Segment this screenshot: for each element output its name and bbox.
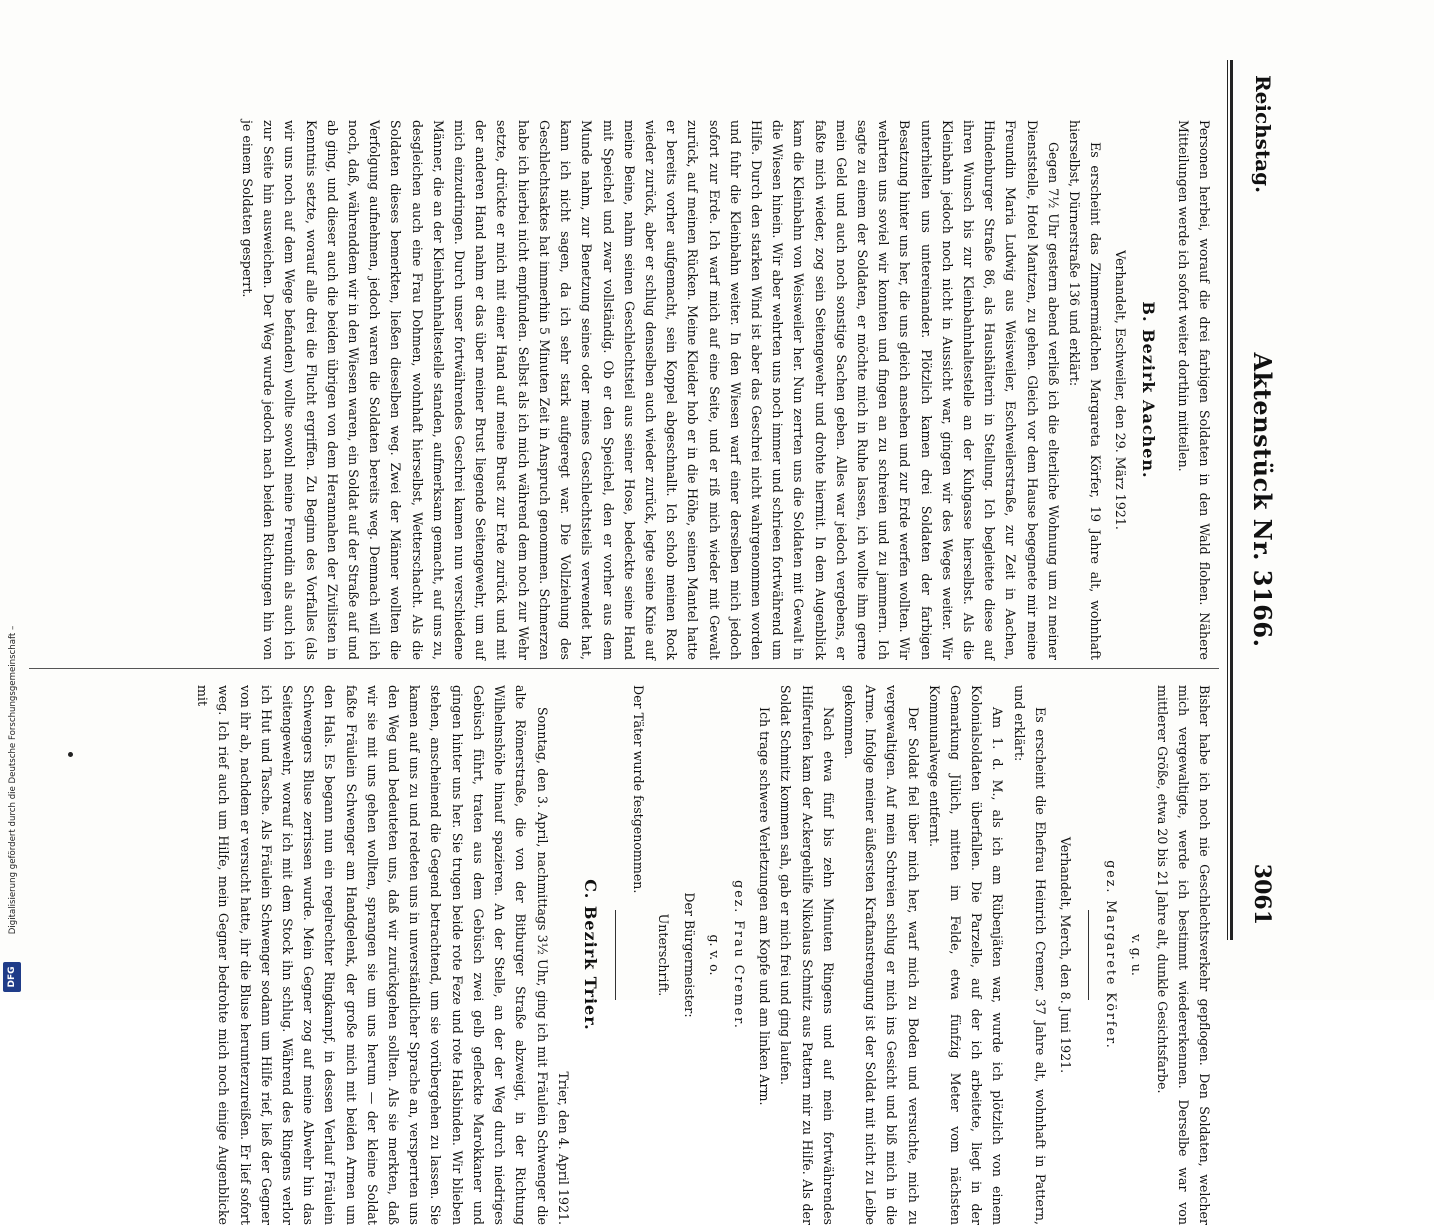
dfg-logo	[3, 962, 21, 992]
note: Der Täter wurde festgenommen.	[631, 685, 647, 894]
paragraph: Ich trage schwere Verletzungen am Kopfe und am linken Arm.	[757, 707, 773, 1106]
paragraph: Sonntag, den 3. April, nachmittags 3½ Uhr, ging ich mit Fräulein Schwenger die alte Römerstraße, die von der Bitburger Straße abzweigt, in der Richtung Wilhelmshöhe hinauf spazieren. An der Stelle, an der der Weg durch niedriges Gebüsch führt, traten aus dem Gebüsch zwei gelb gefleckte Marokkaner und gingen hinter uns her. Sie trugen beide rote Feze und rote Halsbinden. Wir blieben stehen, anscheinend die Gegend betrachtend, um sie vorübergehen zu lassen. Sie kamen auf uns zu und redeten uns in unverständlicher Sprache an, versperrten uns den Weg und bedeuteten uns, daß wir zurückgehen sollten. Als sie merkten, daß wir sie mit uns gehen wollten, sprangen sie um uns herum — der kleine Soldat faßte Fräulein Schwenger am Handgelenk, der große mich mit beiden Armen um den Hals. Es begann nun ein regelrechter Ringkampf, in dessen Verlauf Fräulein Schwengers Bluse zerrissen wurde. Mein Gegner zog auf meine Abwehr hin das Seitengewehr, worauf ich mit dem Stock ihn schlug. Während des Ringens verlor ich Hut und Tasche. Als Fräulein Schwenger sodann um Hilfe rief, ließ der Gegner von ihr ab, nachdem er versucht hatte, ihr die Bluse herunterzureißen. Er lief sofort weg. Ich rief auch um Hilfe, mein Gegner bedrohte mich noch einige Augenblicke mit	[195, 685, 550, 1225]
dateline: Verhandelt, Eschweiler, den 29. März 1921.	[1113, 250, 1129, 530]
separator	[1088, 910, 1089, 1000]
header-rule	[1230, 60, 1233, 940]
signoff: v. g. u.	[1129, 934, 1145, 976]
left-column	[237, 120, 1215, 660]
separator	[615, 910, 616, 1000]
paragraph: Gegen 7½ Uhr gestern abend verließ ich die elterliche Wohnung um zu meiner Dienststelle, Hotel Mantzen, zu gehen. Gleich vor dem Hause begegnete mir meine Freundin Maria Ludwig aus Weisweiler, Eschweilerstraße, zur Zeit in Aachen, Hindenburger Straße 86, als Haushälterin in Stellung. Ich begleitete diese auf ihren Wunsch bis zur Kleinbahnhaltestelle an der Kuhgasse hierselbst. Als die Kleinbahn jedoch noch nicht in Aussicht war, gingen wir des Weges weiter. Wir unterhielten uns untereinander. Plötzlich kamen drei Soldaten der farbigen Besatzung hinter uns her, die uns gleich ansehen und zur Erde werfen wollten. Wir wehrten uns soviel wir konnten und fingen an zu schreien und zu jammern. Ich sagte zu einem der Soldaten, er möchte mich in Ruhe lassen, ich wollte ihm gerne mein Geld und auch noch sonstige Sachen geben. Alles war jedoch vergebens, er faßte mich wieder, zog sein Seitengewehr und drohte hiermit. In dem Augenblick kam die Kleinbahn von Weisweiler her. Nun zerrten uns die Soldaten mit Gewalt in die Wiesen hinein. Wir aber wehrten uns noch immer und schrieen fortwährend um Hilfe. Durch den starken Wind ist aber das Geschrei nicht wahrgenommen worden und fuhr die Kleinbahn weiter. In den Wiesen warf einer derselben mich jedoch sofort zur Erde. Ich warf mich auf eine Seite, und er riß mich wieder mit Gewalt zurück, auf meinen Rücken. Meine Kleider hob er in die Höhe, seinen Mantel hatte er bereits vorher aufgemacht, sein Koppel abgeschnallt. Ich schob meinen Rock wieder zurück, aber er schlug denselben auch wieder zurück, legte seine Knie auf meine Beine, nahm seinen Geschlechtsteil aus seiner Hose, bedeckte seine Hand mit Speichel und zwar vollständig. Ob er den Speichel, den er vorher aus dem Munde nahm, zur Benetzung seines oder meines Geschlechtsteils verwendet hat, kann ich nicht sagen, da ich sehr stark aufgeregt war. Die Vollziehung des Geschlechtsaktes hat immerhin 5 Minuten Zeit in Anspruch genommen. Schmerzen habe ich hierbei nicht empfunden. Selbst als ich mich während dem noch zur Wehr setzte, drückte er mich mit einer Hand auf meine Brust zur Erde zurück und mit der anderen Hand nahm er das über meiner Brust liegende Seitengewehr, um auf mich einzudringen. Durch unser fortwährendes Geschrei kamen nun verschiedene Männer, die an der Kleinbahnhaltestelle standen, aufmerksam gemacht, auf uns zu, desgleichen auch eine Frau Dohmen, wohnhaft hierselbst, Wetterschacht. Als die Soldaten dieses bemerkten, ließen dieselben weg. Zwei der Männer wollten die Verfolgung aufnehmen, jedoch waren die Soldaten bereits weg. Demnach will ich noch, daß, währenddem wir in den Wiesen waren, ein Soldat auf der Straße auf und ab ging, und dieser auch die beiden übrigen von dem Herannahen der Zivilisten in Kenntnis setzte, worauf alle drei die Flucht ergriffen. Zu Beginn des Vorfalles (als wir uns noch auf dem Wege befanden) wollte sowohl meine Freundin als auch ich zur Seite hin ausweichen. Der Weg wurde jedoch nach beiden Richtungen hin von je einem Soldaten gesperrt.	[240, 120, 1061, 660]
column-divider	[29, 668, 1219, 669]
digitization-sidebar	[0, 0, 26, 1000]
paragraph: Am 1. d. M., als ich am Rübenjäten war, wurde ich plötzlich von einem Kolonialsoldaten überfallen. Die Parzelle, auf der ich arbeitete, liegt in der Gemarkung Jülich, mitten im Felde, etwa fünfzig Meter vom nächsten Kommunalwege entfernt.	[926, 685, 1006, 1225]
header-center: Aktenstück Nr. 3166.	[1248, 352, 1277, 648]
signoff: g. v. o.	[706, 934, 722, 976]
right-column	[192, 685, 1215, 1225]
section-heading-b: B. Bezirk Aachen.	[1138, 301, 1158, 479]
header-rule-thin	[1227, 60, 1228, 940]
signature: gez. Frau Cremer.	[731, 880, 747, 1030]
paragraph: Personen herbei, worauf die drei farbigen Soldaten in den Wald flohen. Nähere Mitteilungen werde ich sofort weiter dorthin mitteilen.	[1175, 120, 1212, 660]
header-left: Reichstag.	[1251, 75, 1275, 194]
paragraph: Es erscheint das Zimmermädchen Margareta Körfer, 19 Jahre alt, wohnhaft hierselbst, Dürnerstraße 136 und erklärt:	[1066, 120, 1104, 660]
dateline: Verhandelt, Merch, den 8. Juni 1921.	[1057, 836, 1073, 1074]
page-number: 3061	[1249, 863, 1275, 925]
section-heading-c: C. Bezirk Trier.	[580, 879, 600, 1031]
dfg-logo-text: DFG	[7, 966, 17, 988]
paragraph: Der Soldat fiel über mich her, warf mich zu Boden und versuchte, mich zu vergewaltigen. Auf mein Schreien schlug er mich ins Gesicht und biß mich in die Arme. Infolge meiner äußersten Kraftanstrengung ist der Soldat mit nicht zu Leibe gekommen.	[841, 685, 921, 1225]
funding-notice: Digitalisierung gefördert durch die Deutsche Forschungsgemeinschaft –	[8, 625, 18, 935]
ink-dot	[68, 752, 73, 757]
office-title: Der Bürgermeister:	[681, 892, 697, 1018]
paragraph: Bisher habe ich noch nie Geschlechtsverkehr gepflogen. Den Soldaten, welcher mich vergewaltigte, werde ich bestimmt wiedererkennen. Derselbe war von mittlerer Größe, etwa 20 bis 21 Jahre alt, dunkle Gesichtsfarbe.	[1154, 685, 1212, 1225]
dateline: Trier, den 4. April 1921.	[555, 1071, 571, 1225]
signature: gez. Margarete Körfer.	[1104, 860, 1120, 1050]
paragraph: Nach etwa fünf bis zehn Minuten Ringens und auf mein fortwährendes Hilferufen kam der Ackergehilfe Nikolaus Schmitz aus Pattern mir zu Hilfe. Als der Soldat Schmitz kommen sah, gab er mich frei und ging laufen.	[778, 685, 836, 1225]
office-signature: Unterschrift.	[656, 913, 672, 997]
scanned-page-rotated	[17, 60, 1277, 1225]
page-header	[1249, 75, 1277, 925]
paragraph: Es erscheint die Ehefrau Heinrich Cremer, 37 Jahre alt, wohnhaft in Pattern, und erklärt:	[1011, 685, 1048, 1225]
